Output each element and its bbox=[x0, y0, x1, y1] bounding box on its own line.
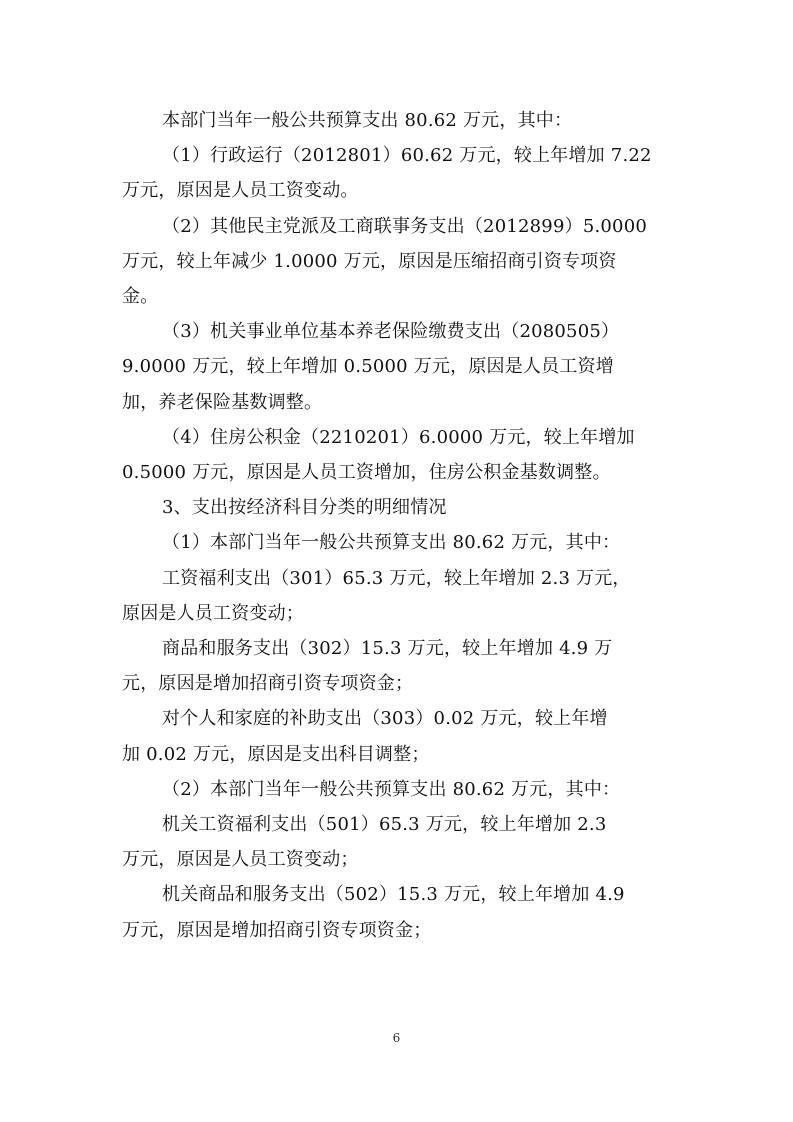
paragraph-item-4 bbox=[122, 420, 682, 490]
text-line: 万元，较上年减少 1.0000 万元，原因是压缩招商引资专项资 bbox=[122, 250, 617, 272]
paragraph-wage-welfare bbox=[122, 561, 682, 631]
text-line: 机关工资福利支出（501）65.3 万元，较上年增加 2.3 bbox=[162, 814, 607, 836]
text-line: 对个人和家庭的补助支出（303）0.02 万元，较上年增 bbox=[162, 708, 608, 730]
text-line: 万元，原因是人员工资变动。 bbox=[122, 180, 359, 202]
text-line: （4）住房公积金（2210201）6.0000 万元，较上年增加 bbox=[162, 426, 635, 448]
paragraph-household-subsidy bbox=[122, 701, 682, 771]
text-line: （2）其他民主党派及工商联事务支出（2012899）5.0000 bbox=[162, 215, 647, 237]
text-line: 3、支出按经济科目分类的明细情况 bbox=[162, 497, 447, 519]
text-line: 加，养老保险基数调整。 bbox=[122, 391, 323, 413]
text-line: 金。 bbox=[122, 286, 159, 308]
text-line: 商品和服务支出（302）15.3 万元，较上年增加 4.9 万 bbox=[162, 638, 613, 660]
text-line: 本部门当年一般公共预算支出 80.62 万元，其中： bbox=[162, 110, 573, 131]
text-line: （3）机关事业单位基本养老保险缴费支出（2080505） bbox=[162, 321, 620, 343]
text-line: 万元，原因是增加招商引资专项资金； bbox=[122, 919, 432, 941]
text-line: 机关商品和服务支出（502）15.3 万元，较上年增加 4.9 bbox=[162, 884, 625, 906]
paragraph-item-3 bbox=[122, 314, 682, 420]
text-line: 万元，原因是人员工资变动； bbox=[122, 849, 359, 871]
paragraph-economic-part-1 bbox=[122, 525, 682, 560]
section-heading-economic-classification bbox=[122, 490, 682, 525]
text-line: 工资福利支出（301）65.3 万元，较上年增加 2.3 万元， bbox=[162, 567, 631, 589]
text-line: （1）本部门当年一般公共预算支出 80.62 万元，其中： bbox=[162, 532, 621, 554]
text-line: （2）本部门当年一般公共预算支出 80.62 万元，其中： bbox=[162, 778, 621, 800]
paragraph-item-2 bbox=[122, 209, 682, 315]
paragraph-agency-wage-welfare bbox=[122, 807, 682, 877]
text-line: 加 0.02 万元，原因是支出科目调整； bbox=[122, 743, 430, 765]
paragraph-agency-goods-services bbox=[122, 877, 682, 947]
text-line: 元，原因是增加招商引资专项资金； bbox=[122, 673, 414, 695]
text-line: （1）行政运行（2012801）60.62 万元，较上年增加 7.22 bbox=[162, 145, 652, 167]
text-line: 9.0000 万元，较上年增加 0.5000 万元，原因是人员工资增 bbox=[122, 356, 614, 378]
page-number: 6 bbox=[392, 1031, 401, 1045]
document-body bbox=[122, 103, 682, 948]
paragraph-item-1 bbox=[122, 138, 682, 208]
paragraph-goods-services bbox=[122, 631, 682, 701]
paragraph-economic-part-2 bbox=[122, 772, 682, 807]
text-line: 0.5000 万元，原因是人员工资增加，住房公积金基数调整。 bbox=[122, 462, 611, 484]
text-line: 原因是人员工资变动； bbox=[122, 602, 304, 624]
paragraph-summary bbox=[122, 103, 682, 138]
